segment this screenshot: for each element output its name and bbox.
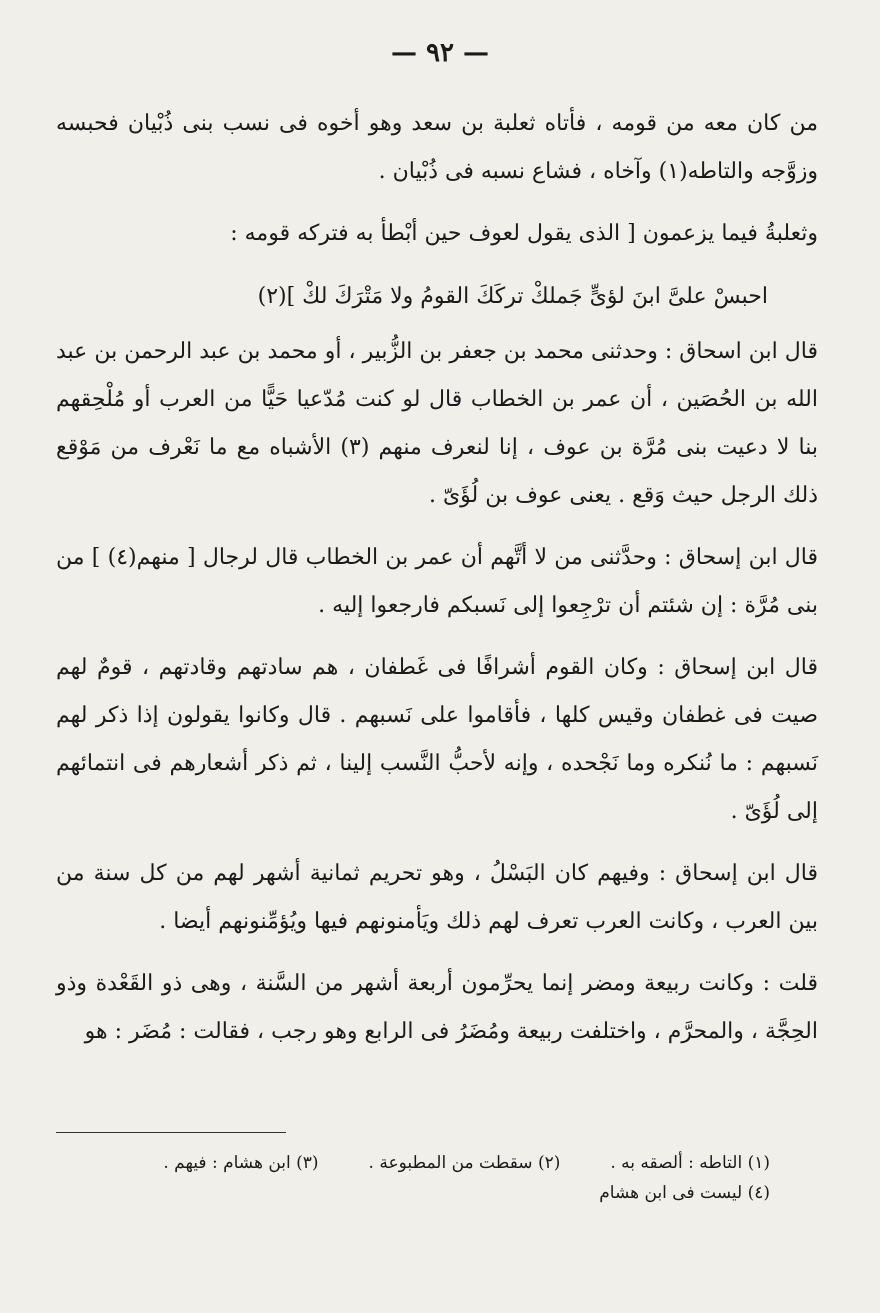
footnote-divider [56, 1132, 286, 1133]
paragraph-3: قال ابن اسحاق : وحدثنى محمد بن جعفر بن الزُّبير ، أو محمد بن عبد الرحمن بن عبد الله بن الحُصَين ، أن عمر بن الخطاب قال لو كنت مُدّعيا حَيًّا من العرب أو مُلْحِقهم بنا لا دعيت بنى مُرَّة بن عوف ، إنا لنعرف منهم (٣) الأشباه مع ما نَعْرف من مَوْقع ذلك الرجل حيث وَقع . يعنى عوف بن لُؤَىّ . [56, 339, 819, 508]
footnote-2: (٢) سقطت من المطبوعة . [368, 1153, 561, 1173]
paragraph-7: قلت : وكانت ربيعة ومضر إنما يحرِّمون أربعة أشهر من السَّنة ، وهى ذو القَعْدة وذو الحِجَّة ، والمحرَّم ، واختلفت ربيعة ومُضَرُ فى الرابع وهو رجب ، فقالت : مُضَر : هو [56, 971, 818, 1044]
page-number: — ٩٢ — [390, 38, 490, 68]
poem-verse: احبسْ علىَّ ابنَ لؤىٍّ جَملكْ تركَكَ القومُ ولا مَتْرَكَ لكْ ](٢) [257, 284, 768, 309]
paragraph-6: قال ابن إسحاق : وفيهم كان البَسْلُ ، وهو تحريم ثمانية أشهر لهم من كل سنة من بين العرب ، وكانت العرب تعرف لهم ذلك ويَأمنونهم فيها ويُؤمِّنونهم أيضا . [56, 861, 818, 934]
footnote-4: (٤) ليست فى ابن هشام [599, 1183, 770, 1203]
paragraph-2: وثعلبةُ فيما يزعمون [ الذى يقول لعوف حين أبْطأ به فتركه قومه : [230, 221, 818, 246]
footnote-3: (٣) ابن هشام : فيهم . [163, 1153, 319, 1173]
footnote-row [56, 1148, 770, 1178]
paragraph-4: قال ابن إسحاق : وحدَّثنى من لا أتَّهم أن عمر بن الخطاب قال لرجال [ منهم(٤) ] من بنى مُرَّة : إن شئتم أن ترْجِعوا إلى نَسبكم فارجعوا إليه . [56, 545, 818, 618]
footnote-row [56, 1178, 770, 1208]
main-text [56, 100, 818, 1070]
footnotes [56, 1148, 770, 1208]
paragraph-1: من كان معه من قومه ، فأتاه ثعلبة بن سعد وهو أخوه فى نسب بنى ذُبْيان فحبسه وزوَّجه والتاطه(١) وآخاه ، فشاع نسبه فى ذُبْيان . [56, 111, 818, 184]
footnote-1: (١) التاطه : ألصقه به . [610, 1153, 770, 1173]
paragraph-5: قال ابن إسحاق : وكان القوم أشرافًا فى غَطفان ، هم سادتهم وقادتهم ، قومٌ لهم صيت فى غطفان وقيس كلها ، فأقاموا على نَسبهم . قال وكانوا يقولون إذا ذكر لهم نَسبهم : ما نُنكره وما نَجْحده ، وإنه لأحبُّ النَّسب إلينا ، ثم ذكر أشعارهم فى انتمائهم إلى لُؤَىّ . [56, 655, 818, 824]
